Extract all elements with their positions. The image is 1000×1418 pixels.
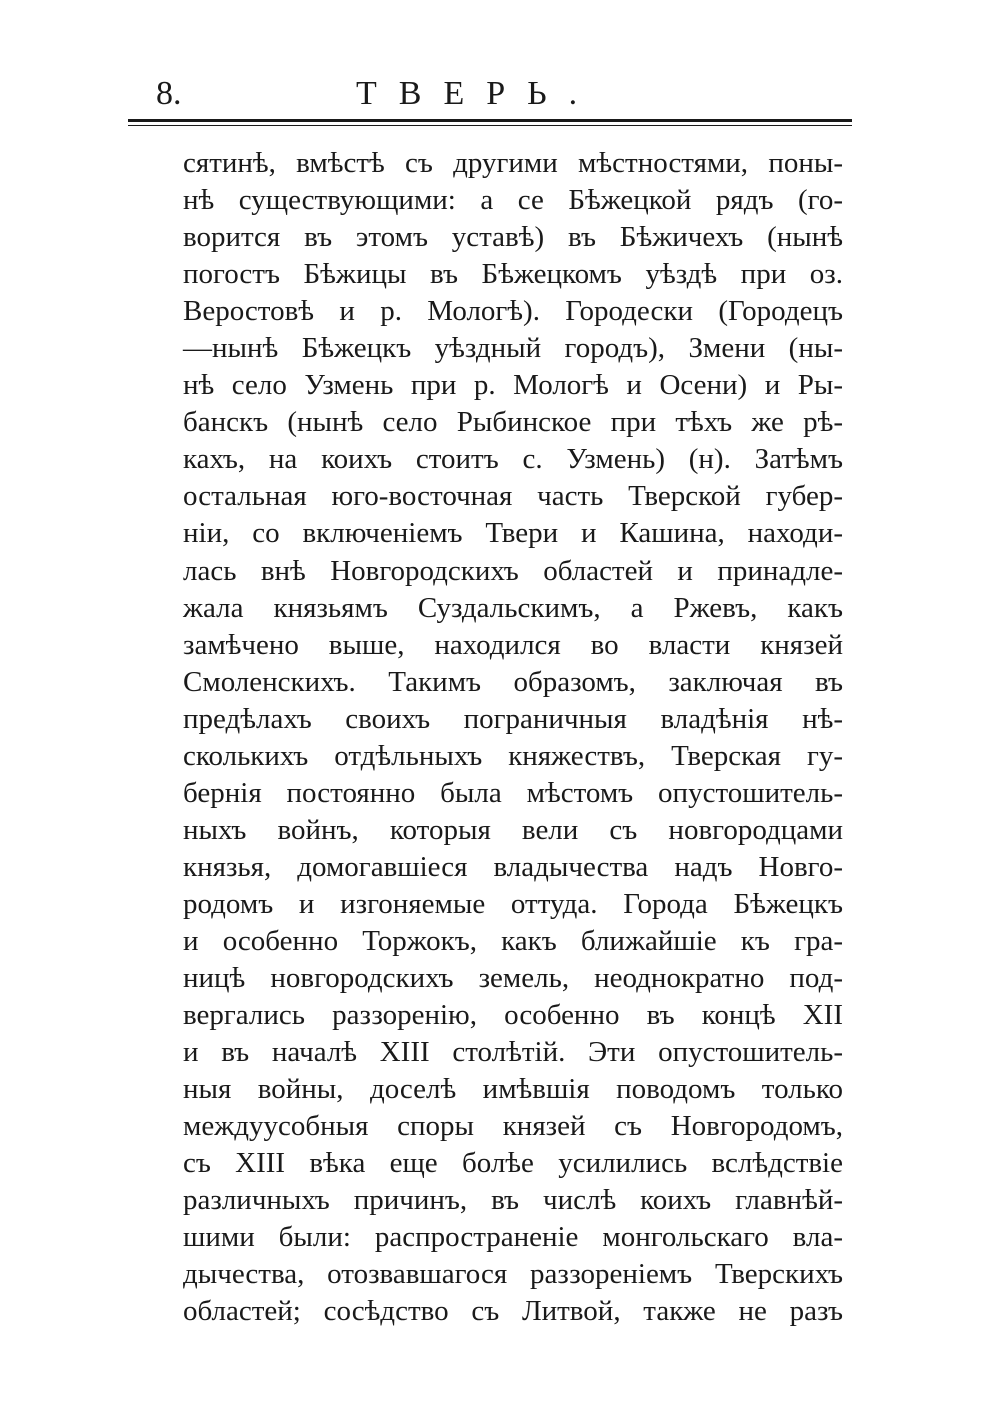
text-line: Веростовѣ и р. Мологѣ). Городески (Городецъ bbox=[183, 295, 843, 328]
running-title: ТВЕРЬ. bbox=[356, 75, 600, 112]
text-line: ницѣ новгородскихъ земель, неоднократно под- bbox=[183, 962, 843, 995]
text-line: банскъ (нынѣ село Рыбинское при тѣхъ же рѣ- bbox=[183, 406, 843, 439]
text-line: предѣлахъ своихъ пограничныя владѣнiя нѣ- bbox=[183, 702, 843, 735]
text-line: вергались раззоренiю, особенно въ концѣ XII bbox=[183, 999, 843, 1032]
text-line: ворится въ этомъ уставѣ) въ Бѣжичехъ (нынѣ bbox=[183, 221, 843, 254]
text-line: дычества, отозвавшагося раззоренiемъ Тверскихъ bbox=[183, 1258, 843, 1291]
text-line: нiи, со включенiемъ Твери и Кашина, находи- bbox=[183, 517, 843, 550]
text-line: нѣ существующими: а се Бѣжецкой рядъ (го- bbox=[183, 184, 843, 217]
text-line: междуусобныя споры князей съ Новгородомъ, bbox=[183, 1110, 843, 1143]
text-line: остальная юго-восточная часть Тверской губер- bbox=[183, 480, 843, 513]
text-line: различныхъ причинъ, въ числѣ коихъ главнѣй- bbox=[183, 1184, 843, 1217]
text-line: нѣ село Узмень при р. Мологѣ и Осени) и Ры- bbox=[183, 369, 843, 402]
text-line: жала князьямъ Суздальскимъ, а Ржевъ, какъ bbox=[183, 591, 843, 624]
body-text bbox=[183, 145, 843, 1331]
text-line: сятинѣ, вмѣстѣ съ другими мѣстностями, поны- bbox=[183, 147, 843, 179]
text-line: кахъ, на коихъ стоитъ с. Узмень) (н). Затѣмъ bbox=[183, 443, 843, 476]
text-line: бернiя постоянно была мѣстомъ опустошитель- bbox=[183, 776, 843, 809]
text-line: ныхъ войнъ, которыя вели съ новгородцами bbox=[183, 813, 843, 846]
text-line: Смоленскихъ. Такимъ образомъ, заключая въ bbox=[183, 665, 843, 698]
text-line: родомъ и изгоняемые оттуда. Города Бѣжецкъ bbox=[183, 887, 843, 920]
text-line: князья, домогавшiеся владычества надъ Новго- bbox=[183, 850, 843, 883]
header-rule-thin bbox=[128, 125, 852, 126]
text-line: шими были: распространенiе монгольскаго вла- bbox=[183, 1221, 843, 1254]
text-line: съ XIII вѣка еще болѣе усилились вслѣдствiе bbox=[183, 1147, 843, 1180]
text-line: лась внѣ Новгородскихъ областей и принадле- bbox=[183, 554, 843, 587]
text-line: —нынѣ Бѣжецкъ уѣздный городъ), Змени (ны- bbox=[183, 332, 843, 365]
text-line: ныя войны, доселѣ имѣвшiя поводомъ только bbox=[183, 1073, 843, 1106]
text-line: сколькихъ отдѣльныхъ княжествъ, Тверская гу- bbox=[183, 739, 843, 772]
text-line: областей; сосѣдство съ Литвой, также не разъ bbox=[183, 1295, 843, 1328]
page-number: 8. bbox=[156, 75, 182, 112]
page-header bbox=[128, 74, 852, 114]
text-line: замѣчено выше, находился во власти князей bbox=[183, 628, 843, 661]
text-line: погостъ Бѣжицы въ Бѣжецкомъ уѣздѣ при оз. bbox=[183, 258, 843, 291]
text-line: и въ началѣ XIII столѣтiй. Эти опустошитель- bbox=[183, 1036, 843, 1069]
header-rule bbox=[128, 119, 852, 122]
text-line: и особенно Торжокъ, какъ ближайшiе къ гра- bbox=[183, 924, 843, 957]
